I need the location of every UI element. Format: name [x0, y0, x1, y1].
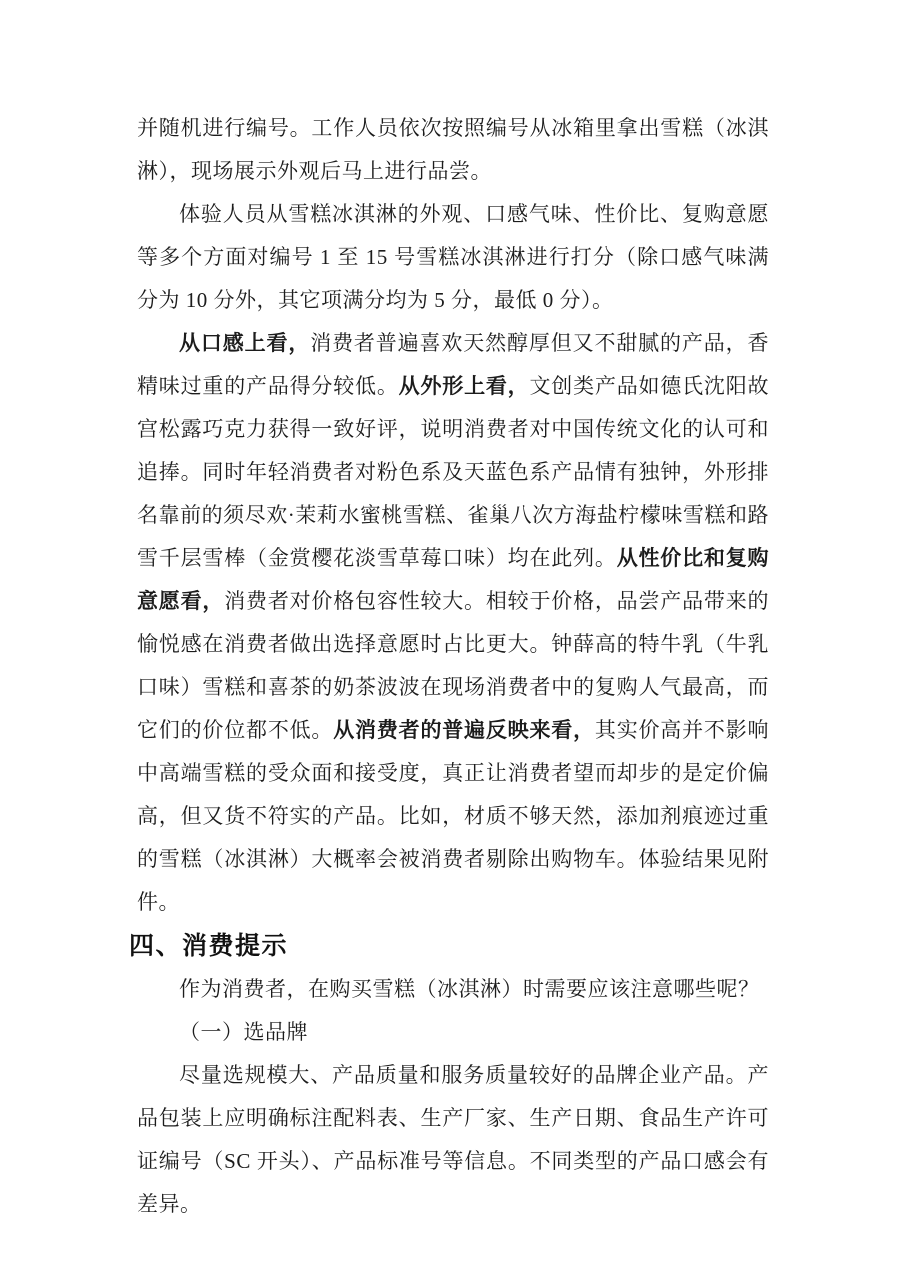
text-run-value-lead: 从性价比和复购意愿看， — [137, 546, 770, 613]
paragraph-brand-advice: 尽量选规模大、产品质量和服务质量较好的品牌企业产品。产品包装上应明确标注配料表、生产厂家、生产日期、食品生产许可证编号（SC 开头）、产品标准号等信息。不同类型的产品口感会有差异。 — [137, 1063, 769, 1216]
text-run-taste-lead: 从口感上看， — [179, 331, 311, 355]
paragraph-findings — [137, 322, 769, 924]
text-run-appearance-lead: 从外形上看， — [398, 374, 530, 398]
subsection-title-choose-brand: （一）选品牌 — [179, 1020, 308, 1044]
paragraph-continuation: 并随机进行编号。工作人员依次按照编号从冰箱里拿出雪糕（冰淇淋），现场展示外观后马上进行品尝。 — [137, 116, 769, 183]
text-run: 其实价高并不影响中高端雪糕的受众面和接受度，真正让消费者望而却步的是定价偏高，但又货不符实的产品。比如，材质不够天然，添加剂痕迹过重的雪糕（冰淇淋）大概率会被消费者剔除出购物车。体验结果见附件。 — [137, 718, 770, 914]
text-run-feedback-lead: 从消费者的普遍反映来看， — [333, 718, 595, 742]
text-run: 消费者对价格包容性较大。相较于价格，品尝产品带来的愉悦感在消费者做出选择意愿时占比更大。钟薛高的特牛乳（牛乳口味）雪糕和喜茶的奶茶波波在现场消费者中的复购人气最高，而它们的价位都不低。 — [137, 589, 770, 742]
text-block — [129, 107, 770, 1226]
text-run: 文创类产品如德氏沈阳故宫松露巧克力获得一致好评，说明消费者对中国传统文化的认可和追捧。同时年轻消费者对粉色系及天蓝色系产品情有独钟，外形排名靠前的须尽欢·茉莉水蜜桃雪糕、雀巢八次方海盐柠檬味雪糕和路雪千层雪棒（金赏樱花淡雪草莓口味）均在此列。 — [137, 374, 770, 570]
text-run: 消费者普遍喜欢天然醇厚但又不甜腻的产品，香精味过重的产品得分较低。 — [137, 331, 770, 398]
paragraph-question: 作为消费者，在购买雪糕（冰淇淋）时需要应该注意哪些呢？ — [179, 977, 760, 1001]
paragraph-scoring-method: 体验人员从雪糕冰淇淋的外观、口感气味、性价比、复购意愿等多个方面对编号 1 至 15 号雪糕冰淇淋进行打分（除口感气味满分为 10 分外，其它项满分均为 5 分，最低 0 分）。 — [137, 202, 769, 312]
section-heading-consumer-tips: 四、消费提示 — [129, 932, 289, 960]
